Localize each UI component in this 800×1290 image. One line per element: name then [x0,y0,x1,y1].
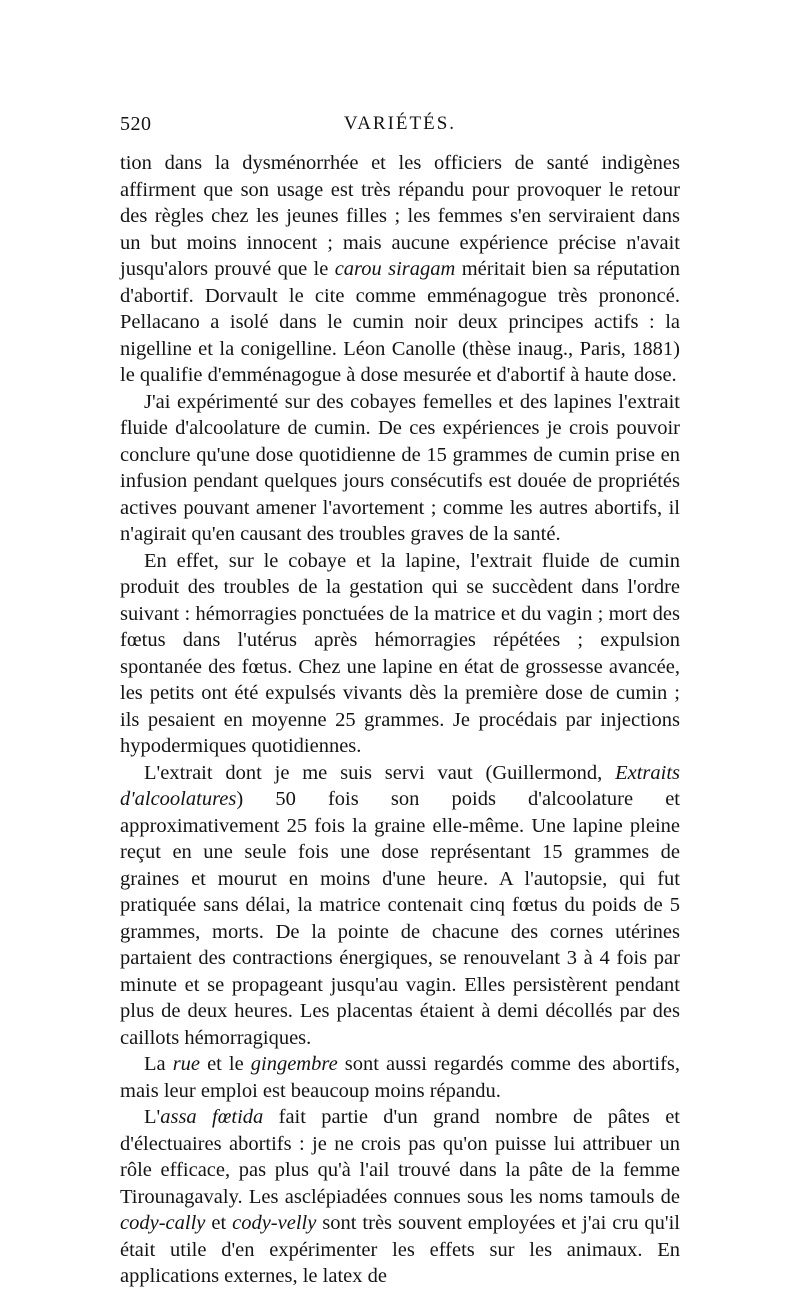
text-run: L' [144,1106,161,1128]
paragraph-4 [120,760,680,1052]
italic-term-carou-siragam: carou siragam [334,258,456,280]
italic-term-cody-velly: cody-velly [232,1212,317,1234]
text-run: La [144,1053,173,1075]
italic-term-assa-foetida: assa fœtida [160,1106,264,1128]
text-run: L'extrait dont je me suis servi vaut (Guillermond, [144,761,616,784]
text-run: J'ai expérimenté sur des cobayes femelles et des lapines l'extrait fluide d'alcoolature de cumin. De ces expériences je crois pouvoir conclure qu'une dose quotidienne de 15 grammes de cumin prise en infusion pendant quelques jours consécutifs est douée de propriétés actives pouvant amener l'avortement ; comme les autres abortifs, il n'agirait qu'en causant des troubles graves de la santé. [120,390,680,545]
page-number: 520 [120,113,152,135]
paragraph-1 [120,150,680,389]
italic-term-rue: rue [172,1053,201,1075]
running-title: VARIÉTÉS. [343,113,457,134]
paragraph-6 [120,1104,680,1290]
italic-term-cody-cally: cody-cally [120,1212,206,1234]
text-run: et le [200,1053,251,1075]
text-run: tion dans la dysménorrhée et les officiers de santé indigènes affirment que son usage est très répandu pour provoquer le retour des règles chez les jeunes filles ; les femmes s'en serviraient dans un but moins innocent ; mais aucune expérience précise n'avait jusqu'alors prouvé que le [120,152,680,280]
paragraph-3 [120,548,680,760]
text-run: ) 50 fois son poids d'alcoolature et approximativement 25 fois la graine elle-même. Une lapine pleine reçut en une seule fois une dose représentant 15 grammes de graines et mourut en moins d'une heure. A l'autopsie, qui fut pratiquée sans délai, la matrice contenait cinq fœtus du poids de 5 grammes, morts. De la pointe de chacune des cornes utérines partaient des contractions énergiques, se renouvelant 3 à 4 fois par minute et se propageant jusqu'au vagin. Elles persistèrent pendant plus de deux heures. Les placentas étaient à demi décollés par des caillots hémorragiques. [120,788,680,1049]
paragraph-2 [120,389,680,548]
paragraph-5 [120,1051,680,1104]
italic-title-extraits: Extraits d'alcoolatures [120,761,680,810]
italic-term-gingembre: gingembre [250,1053,338,1075]
text-run: et [205,1212,233,1234]
text-run: fait partie d'un grand nombre de pâtes et d'électuaires abortifs : je ne crois pas qu'on puisse lui attribuer un rôle efficace, pas plus qu'à l'ail trouvé dans la pâte de la femme Tirounagavaly. Les asclépiadées connues sous les noms tamouls de [120,1106,680,1208]
body-text [120,150,680,1290]
text-run: sont aussi regardés comme des abortifs, mais leur emploi est beaucoup moins répandu. [120,1053,681,1102]
text-run: méritait bien sa réputation d'abortif. Dorvault le cite comme emménagogue très prononcé. Pellacano a isolé dans le cumin noir deux principes actifs : la nigelline et la conigelline. Léon Canolle (thèse inaug., Paris, 1881) le qualifie d'emménagogue à dose mesurée et d'abortif à haute dose. [120,258,680,386]
text-run: En effet, sur le cobaye et la lapine, l'extrait fluide de cumin produit des troubles de la gestation qui se succèdent dans l'ordre suivant : hémorragies ponctuées de la matrice et du vagin ; mort des fœtus dans l'utérus après hémorragies répétées ; expulsion spontanée des fœtus. Chez une lapine en état de grossesse avancée, les petits ont été expulsés vivants dès la première dose de cumin ; ils pesaient en moyenne 25 grammes. Je procédais par injections hypodermiques quotidiennes. [120,549,680,757]
text-run: sont très souvent employées et j'ai cru qu'il était utile d'en expérimenter les effets sur les animaux. En applications externes, le latex de [120,1212,681,1287]
page-header [120,113,680,143]
